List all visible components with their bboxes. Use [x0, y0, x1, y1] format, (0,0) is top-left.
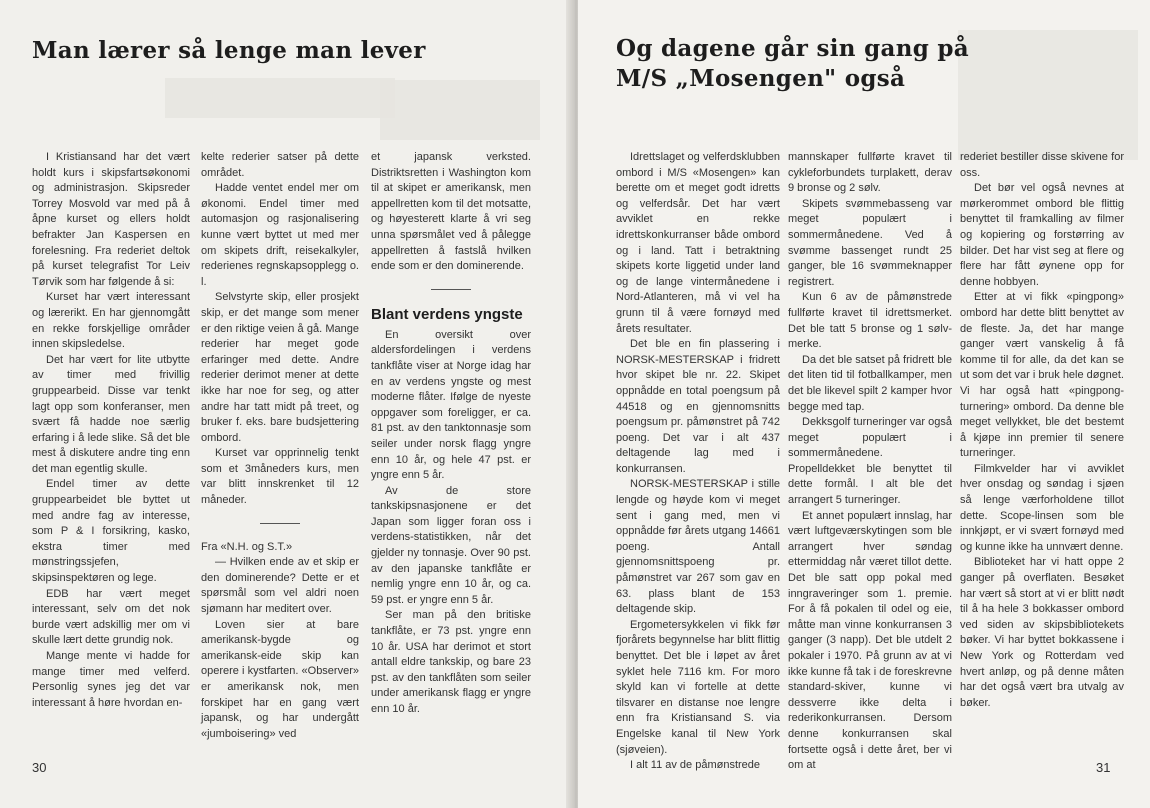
section-subheading: Blant verdens yngste: [371, 305, 523, 323]
paragraph: Loven sier at bare amerikansk-bygde og amerikansk-eide skip kan operere i kystfarten. «Observer» er amerikansk nok, men forskipet har en gang vært japansk, og har undergått «jumboisering» ved: [201, 618, 359, 740]
article-column-2: [788, 150, 952, 772]
paragraph: EDB har vært meget interessant, selv om det nok burde vært adskillig mer om vi skulle lært dette grundig nok.: [32, 587, 190, 647]
page-headline-line-2: M/S „Mosengen" også: [616, 65, 906, 92]
section-divider: [431, 289, 471, 290]
paragraph: Det har vært for lite utbytte av timer med frivillig gruppearbeid. Disse var tenkt lagt opp som konferanser, men svært få hadde noe særlig erfaring i å lede slike. Så det ble mest å diskutere andre ting enn det man egentlig skulle.: [32, 353, 190, 475]
paragraph: — Hvilken ende av et skip er den dominerende? Dette er et spørsmål som vel aldri noen sjømann har meditert over.: [201, 556, 359, 616]
page-number: 31: [1096, 760, 1111, 775]
left-page: [0, 0, 574, 808]
paragraph: I alt 11 av de påmønstrede: [630, 759, 761, 772]
paragraph: Endel timer av dette gruppearbeidet ble byttet ut med andre fag av interesse, som P & I forsikring, kasko, ekstra timer med mønstringssjefen, skipsinspektøren og lege.: [32, 478, 190, 585]
article-column-2: [201, 150, 359, 750]
paragraph: Av de store tankskipsnasjonene er det Japan som ligger foran oss i verdens-statistikken, når det gjelder ny tonnasje. Over 90 pst. av den japanske tankflåte er nemlig yngre enn 10 år, og ca. 59 pst. er yngre enn 5 år.: [371, 484, 531, 606]
paragraph: Det bør vel også nevnes at mørkerommet ombord ble flittig benyttet til framkalling av filmer og kopiering og forstørring av bilder. Det har vist seg at flere og flere har fått øynene opp for denne hobbyen.: [960, 182, 1124, 288]
show-through-shadow: [165, 78, 395, 118]
section-divider: [260, 523, 300, 524]
paragraph: Idrettslaget og velferdsklubben ombord i M/S «Mosengen» kan berette om et meget godt idretts og velferdsår. Det har vært avviklet en rekke idrettskonkurranser både ombord og i land. Tatt i betraktning skipets korte liggetid under land og de lange vintermånedene i Nord-Atlanteren, må vi vel ha grunn til å være fornøyd med årets resultater.: [616, 151, 780, 335]
paragraph: mannskaper fullførte kravet til cykleforbundets turplakett, derav 9 bronse og 2 sølv.: [788, 151, 952, 195]
paragraph: Kurset var opprinnelig tenkt som et 3måneders kurs, men var blitt innskrenket til 12 måneder.: [201, 447, 359, 507]
paragraph: En oversikt over aldersfordelingen i verdens tankflåte viser at Norge idag har en av verdens yngste og mest moderne flåter. Ifølge de nyeste oppgaver som foreligger, er ca. 81 pst. av den tanktonnasje som seiler under norsk flagg yngre enn 10 år, og hele 47 pst. er yngre enn 5 år.: [371, 328, 531, 482]
paragraph: Fra «N.H. og S.T.»: [201, 540, 293, 553]
show-through-shadow: [958, 30, 1138, 160]
article-column-1: [32, 150, 190, 742]
paragraph: Biblioteket har vi hatt oppe 2 ganger på overflaten. Besøket har vært så stort at vi er blitt nødt til å ha hele 3 bokkasser ombord ved siden av skipsbibliotekets bøker. Vi har byttet bokkassene i New York og Rotterdam ved hvert anløp, og på denne måten har det også vært bra utvalg av bøker.: [960, 556, 1124, 709]
paragraph: Kun 6 av de påmønstrede fullførte kravet til idrettsmerket. Det ble tatt 5 bronse og 1 sølv-merke.: [788, 291, 952, 351]
paragraph: Mange mente vi hadde for mange timer med velferd. Personlig synes jeg det var interessant å høre hvordan en-: [32, 650, 190, 709]
paragraph: Kurset har vært interessant og lærerikt. En har gjennomgått en rekke forskjellige områder innen skipsledelse.: [32, 291, 190, 351]
paragraph: Skipets svømmebasseng var meget populært i sommermånedene. Ved å svømme bassenget rundt 25 ganger, ble 16 svømmeknapper registrert.: [788, 197, 952, 288]
paragraph: rederiet bestiller disse skivene for oss.: [960, 151, 1124, 179]
paragraph: Dekksgolf turneringer var også meget populært i sommermånedene. Propelldekket ble benyttet til dette formål. I alt ble det arrangert 5 turneringer.: [788, 416, 952, 507]
paragraph: Hadde ventet endel mer om økonomi. Endel timer med automasjon og rasjonalisering kunne vært byttet ut med mer om skipets drift, reisekalkyler, rederienes regnskapsopplegg o. l.: [201, 182, 359, 288]
paragraph: Det ble en fin plassering i NORSK-MESTERSKAP i fridrett hvor skipet ble nr. 22. Skipet oppnådde en total poengsum på 44518 og en gjennomsnitts poengsum pr. påmønstret på 742 poeng. Det var i alt 437 deltagende lag med i konkurransen.: [616, 338, 780, 475]
paragraph: Et annet populært innslag, har vært luftgeværskytingen som ble arrangert hver søndag ettermiddag når været tillot dette. Det ble satt opp pokal med inngraveringer som 1. premie. For å få pokalen til odel og eie, måtte man vinne konkurransen 3 ganger (3 napp). Det ble utdelt 2 pokaler i 1970. På grunn av at vi ikke kunne få tak i de foreskrevne standard-skiver, kunne vi dessverre ikke delta i rederikonkurransen. Dersom denne konkurransen skal fortsette også i dette året, ber vi om at: [788, 509, 952, 772]
page-headline-line-1: Og dagene går sin gang på: [616, 35, 969, 62]
paragraph: Da det ble satset på fridrett ble det liten tid til fotballkamper, men det ble likevel spilt 2 kamper hvor begge med tap.: [788, 353, 952, 413]
article-column-3: [371, 150, 531, 750]
page-number: 30: [32, 760, 47, 775]
article-column-3: [960, 150, 1124, 750]
paragraph: NORSK-MESTERSKAP i stille lengde og høyde kom vi meget sent i gang med, men vi oppnådde før årets utgang 14661 poeng. Antall gjennomsnittspoeng pr. påmønstret var 267 som gav en 63. plass blant de 153 deltagende skip.: [616, 478, 780, 616]
page-headline: Man lærer så lenge man lever: [32, 37, 426, 64]
paragraph: I Kristiansand har det vært holdt kurs i skipsfartsøkonomi og administrasjon. Skipsreder Torrey Mosvold var med på å åpne kurset og ellers holdt befrakter Jan Kaspersen en forelesning. Fra rederiet deltok på kurset telegrafist Tor Leiv Tørvik som har følgende å si:: [32, 151, 190, 288]
paragraph: Selvstyrte skip, eller prosjekt skip, er det mange som mener er den riktige veien å gå. Mange rederier har meget gode erfaringer med dette. Andre rederier derimot mener at dette ikke har noe for seg, og atter andre har tatt midt på treet, og bruker f. eks. bare budsjettering ombord.: [201, 291, 359, 444]
paragraph: et japansk verksted. Distriktsretten i Washington kom til at skipet er amerikansk, men appellretten kom til det motsatte, og høyesterett klarte å vri seg unna spørsmålet ved å pålegge appellretten å fastslå hvilken ende som er den dominerende.: [371, 151, 531, 273]
article-column-1: [616, 150, 780, 772]
paragraph: Ser man på den britiske tankflåte, er 73 pst. yngre enn 10 år. USA har derimot et stort antall eldre tankskip, og bare 23 pst. av den tankflåten som seiler under amerikansk flagg er yngre enn 10 år.: [371, 609, 531, 715]
paragraph: Ergometersykkelen vi fikk før fjorårets begynnelse har blitt flittig benyttet. Det ble i løpet av året syklet hele 7116 km. For moro skyld kan vi fortelle at dette tilsvarer en distanse noe lengre enn fra Kristiansand S. via Engelske kanal til New York (sjøveien).: [616, 618, 780, 756]
paragraph: Etter at vi fikk «pingpong» ombord har dette blitt benyttet av de fleste. Ja, det har mange ganger vært vanskelig å få komme til for alle, da det kan se ut som det var i bruk hele døgnet. Vi har også hatt «pingpong-turnering» ombord. Da denne ble meget vellykket, ble det bestemt å kjøpe inn premier til senere turneringer.: [960, 291, 1124, 460]
paragraph: Filmkvelder har vi avviklet hver onsdag og søndag i sjøen så lenge værforholdene tillot dette. Scope-linsen som ble innkjøpt, er vi svært fornøyd med og kunne ikke ha unnvært denne.: [960, 462, 1124, 553]
paragraph: kelte rederier satser på dette området.: [201, 151, 359, 179]
show-through-shadow: [380, 80, 540, 140]
right-page: [578, 0, 1150, 808]
